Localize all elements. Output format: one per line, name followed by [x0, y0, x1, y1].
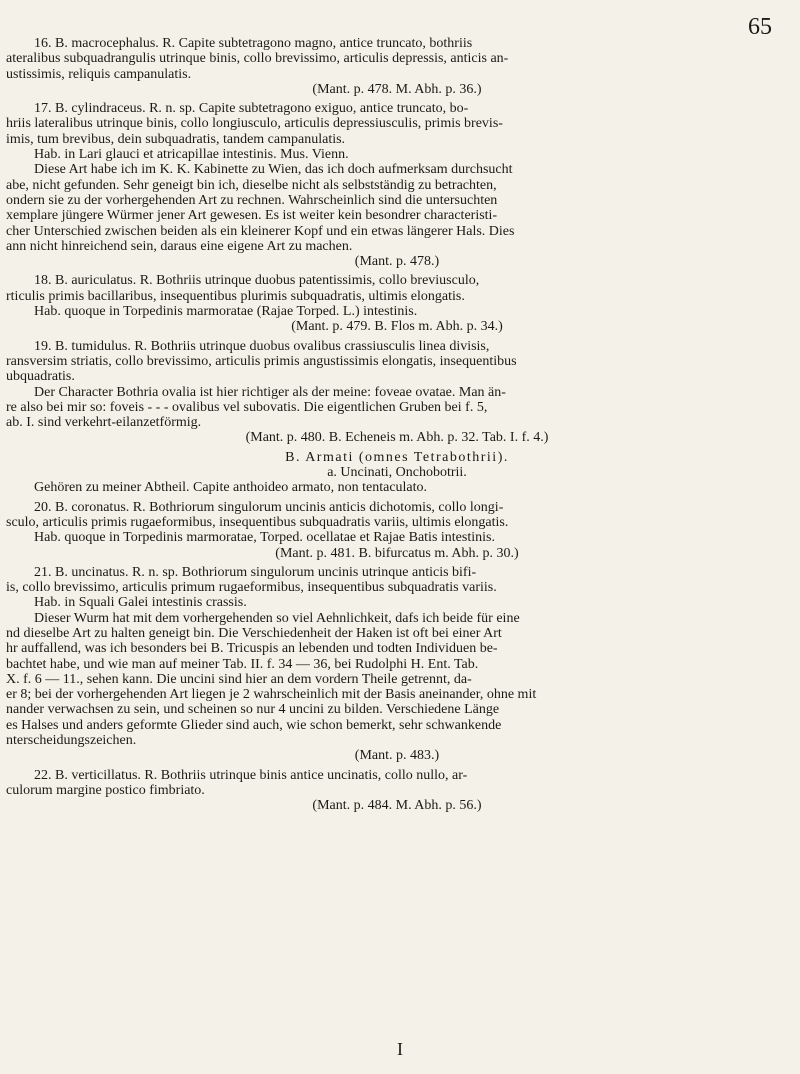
entry-line: culorum margine postico fimbriato. — [6, 782, 205, 798]
entry-line: X. f. 6 — 11., sehen kann. Die uncini sind hier an dem vordern Theile getrennt, da- — [6, 671, 472, 687]
entry-22 — [6, 768, 788, 814]
entry-line: re also bei mir so: foveis - - - ovalibus vel subovatis. Die eigentlichen Gruben bei f. 5, — [6, 399, 488, 415]
entry-line: sculo, articulis primis rugaeformibus, insequentibus subquadratis variis, ultimis elongatis. — [6, 514, 509, 530]
entry-line: er 8; bei der vorhergehenden Art liegen je 2 wahrscheinlich mit der Basis aneinander, ohne mit — [6, 687, 537, 703]
habitat-line: Hab. in Squali Galei intestinis crassis. — [34, 595, 247, 611]
entry-19 — [6, 339, 788, 446]
entry-reference: (Mant. p. 484. M. Abh. p. 56.) — [312, 798, 482, 814]
habitat-line: Hab. in Lari glauci et atricapillae intestinis. Mus. Vienn. — [34, 147, 349, 163]
section-armati — [6, 450, 788, 496]
entry-line: 20. B. coronatus. R. Bothriorum singulorum uncinis anticis dichotomis, collo longi- — [34, 499, 504, 515]
entry-reference: (Mant. p. 478.) — [354, 254, 440, 270]
entry-line: nander verwachsen zu sein, und scheinen so nur 4 uncini zu bilden. Verschiedene Länge — [6, 702, 500, 718]
habitat-line: Hab. quoque in Torpedinis marmoratae, Torped. ocellatae et Rajae Batis intestinis. — [34, 530, 495, 546]
entry-reference: (Mant. p. 480. B. Echeneis m. Abh. p. 32. Tab. I. f. 4.) — [245, 430, 549, 446]
entry-line: 17. B. cylindraceus. R. n. sp. Capite subtetragono exiguo, antice truncato, bo- — [34, 101, 469, 117]
entry-line: nterscheidungszeichen. — [6, 733, 137, 749]
entry-reference: (Mant. p. 479. B. Flos m. Abh. p. 34.) — [291, 319, 503, 335]
entry-21 — [6, 565, 788, 764]
entry-line: Dieser Wurm hat mit dem vorhergehenden so viel Aehnlichkeit, dafs ich beide für eine — [34, 610, 520, 626]
entry-line: es Halses und anders geformte Glieder sind auch, wie schon bemerkt, sehr schwankende — [6, 717, 502, 733]
entry-line: 18. B. auriculatus. R. Bothriis utrinque duobus patentissimis, collo breviusculo, — [34, 273, 480, 289]
entry-line: abe, nicht gefunden. Sehr geneigt bin ich, dieselbe nicht als selbstständig zu betrachten, — [6, 177, 497, 193]
entry-line: nd dieselbe Art zu halten geneigt bin. Die Verschiedenheit der Haken ist oft bei einer Art — [6, 625, 502, 641]
section-subtitle: a. Uncinati, Onchobotrii. — [327, 465, 467, 481]
entry-line: Diese Art habe ich im K. K. Kabinette zu Wien, das ich doch aufmerksam durchsucht — [34, 162, 513, 178]
entry-line: ab. I. sind verkehrt-eilanzetförmig. — [6, 415, 202, 431]
entry-line: hr auffallend, was ich besonders bei B. Tricuspis an lebenden und todten Individuen be- — [6, 641, 498, 657]
entry-line: ateralibus subquadrangulis utrinque binis, collo brevissimo, articulis depressis, anticis an- — [6, 51, 509, 67]
entry-line: is, collo brevissimo, articulis primum rugaeformibus, insequentibus subquadratis variis. — [6, 580, 497, 596]
entry-line: imis, tum brevibus, dein subquadratis, tandem campanulatis. — [6, 131, 346, 147]
entry-reference: (Mant. p. 478. M. Abh. p. 36.) — [312, 81, 482, 97]
entry-20 — [6, 500, 788, 561]
entry-line: ustissimis, reliquis campanulatis. — [6, 66, 192, 82]
entry-17 — [6, 101, 788, 269]
signature-mark: I — [397, 1039, 403, 1059]
entry-line: hriis lateralibus utrinque binis, collo longiusculo, articulis depressiusculis, primis brevis- — [6, 116, 503, 132]
entry-line: xemplare jüngere Würmer jener Art gewesen. Es ist weiter kein besondrer characteristi- — [6, 208, 498, 224]
entry-reference: (Mant. p. 481. B. bifurcatus m. Abh. p. 30.) — [275, 545, 519, 561]
habitat-line: Hab. quoque in Torpedinis marmoratae (Rajae Torped. L.) intestinis. — [34, 304, 418, 320]
entry-line: Der Character Bothria ovalia ist hier richtiger als der meine: foveae ovatae. Man än- — [34, 384, 506, 400]
entry-line: cher Unterschied zwischen beiden als ein kleinerer Kopf und ein etwas längerer Hals. Dies — [6, 223, 515, 239]
section-description: Gehören zu meiner Abtheil. Capite anthoideo armato, non tentaculato. — [34, 480, 428, 496]
entry-line: ransversim striatis, collo brevissimo, articulis primis angustissimis elongatis, insequentibus — [6, 353, 517, 369]
entry-line: bachtet habe, und wie man auf meiner Tab. II. f. 34 — 36, bei Rudolphi H. Ent. Tab. — [6, 656, 479, 672]
entry-line: ondern sie zu der vorhergehenden Art zu rechnen. Wahrscheinlich sind die untersuchten — [6, 192, 498, 208]
entry-reference: (Mant. p. 483.) — [354, 748, 440, 764]
entry-line: ubquadratis. — [6, 369, 75, 385]
entry-line: 16. B. macrocephalus. R. Capite subtetragono magno, antice truncato, bothriis — [34, 36, 473, 51]
entry-16 — [6, 36, 788, 97]
entry-line: 19. B. tumidulus. R. Bothriis utrinque duobus ovalibus crassiusculis linea divisis, — [34, 338, 490, 354]
entry-18 — [6, 273, 788, 334]
entry-line: 22. B. verticillatus. R. Bothriis utrinque binis antice uncinatis, collo nullo, ar- — [34, 767, 468, 783]
body-text — [6, 36, 788, 814]
section-title: B. Armati (omnes Tetrabothrii). — [285, 449, 509, 465]
entry-line: ann nicht hinreichend sein, daraus eine eigene Art zu machen. — [6, 238, 353, 254]
page-number: 65 — [748, 14, 772, 40]
entry-line: rticulis primis bacillaribus, insequentibus plurimis subquadratis, ultimis elongatis. — [6, 288, 465, 304]
entry-line: 21. B. uncinatus. R. n. sp. Bothriorum singulorum uncinis utrinque anticis bifi- — [34, 564, 477, 580]
